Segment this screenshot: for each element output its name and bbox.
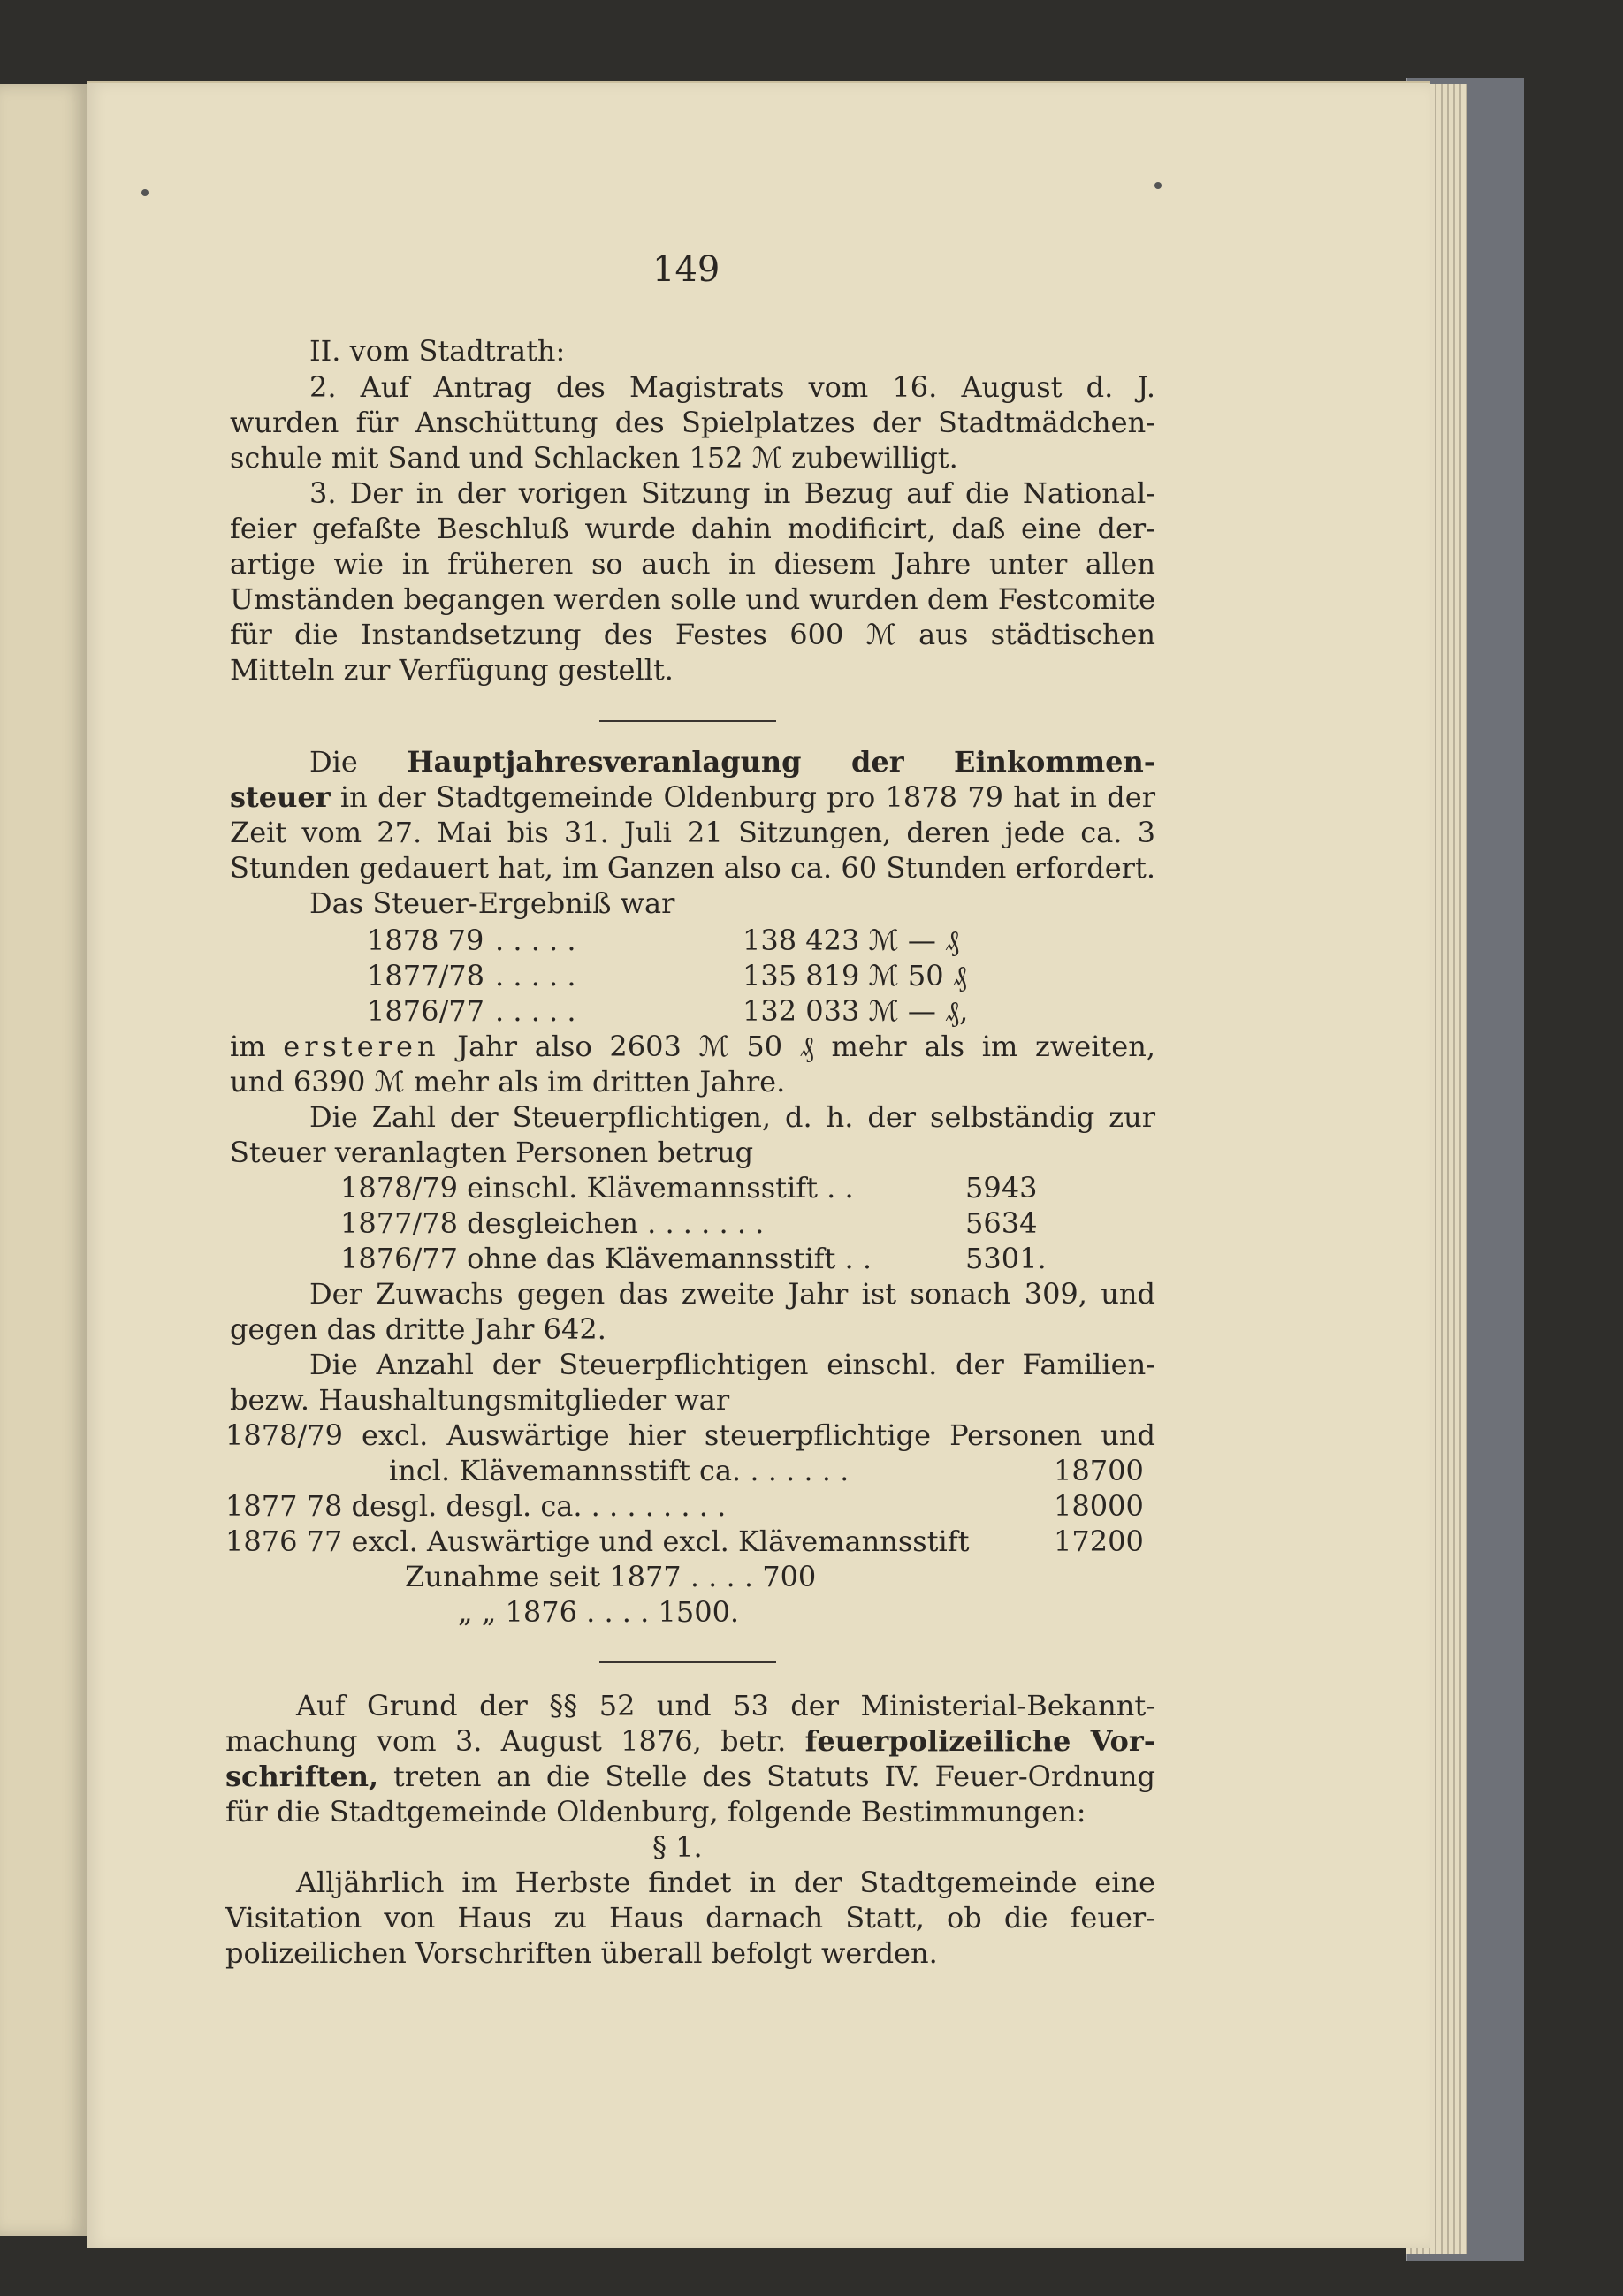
result-year: 1876/77 [367, 994, 484, 1028]
tax-paragraph-line: steuer in der Stadtgemeinde Oldenburg pro 1878 79 hat in der [230, 780, 1155, 814]
persons-label: 1878/79 einschl. Klävemannsstift . . [340, 1171, 854, 1205]
increase-line: Zunahme seit 1877 . . . . 700 [405, 1560, 817, 1593]
members-label: 1876 77 excl. Auswärtige und excl. Klävemannsstift [225, 1524, 970, 1558]
persons-value: 5943 [965, 1171, 1038, 1205]
result-amount: 138 423 ℳ — ₰ [743, 924, 960, 957]
fire-paragraph-line: Alljährlich im Herbste findet in der Stadtgemeinde eine [296, 1866, 1155, 1899]
page-number: 149 [652, 249, 720, 290]
result-year: 1878 79 [367, 924, 484, 957]
members-line: 1878/79 excl. Auswärtige hier steuerpflichtige Personen und [225, 1418, 1155, 1452]
section-heading: II. vom Stadtrath: [309, 334, 566, 368]
left-page-edge [0, 84, 89, 2236]
fire-paragraph-line: polizeilichen Vorschriften überall befolgt werden. [225, 1936, 938, 1970]
persons-value: 5634 [965, 1206, 1038, 1240]
members-value: 17200 [1054, 1524, 1144, 1558]
tax-paragraph-line: Das Steuer-Ergebniß war [309, 886, 675, 920]
section-marker: § 1. [652, 1830, 703, 1864]
paragraph-2-line: 2. Auf Antrag des Magistrats vom 16. August d. J. [309, 370, 1155, 404]
tax-paragraph-line: bezw. Haushaltungsmitglieder war [230, 1383, 730, 1417]
tax-paragraph-line: Die Hauptjahresveranlagung der Einkommen- [309, 745, 1155, 779]
paragraph-3-line: Umständen begangen werden solle und wurden dem Festcomite [230, 582, 1155, 616]
paragraph-3-line: für die Instandsetzung des Festes 600 ℳ aus städtischen [230, 618, 1155, 651]
fire-paragraph-line: machung vom 3. August 1876, betr. feuerpolizeiliche Vor- [225, 1724, 1156, 1758]
tax-paragraph-line: gegen das dritte Jahr 642. [230, 1312, 606, 1346]
result-year: 1877/78 [367, 959, 484, 992]
paragraph-3-line: 3. Der in der vorigen Sitzung in Bezug auf die National- [309, 476, 1155, 510]
fire-paragraph-line: Auf Grund der §§ 52 und 53 der Ministerial-Bekannt- [296, 1689, 1155, 1722]
fire-paragraph-line: schriften, treten an die Stelle des Statuts IV. Feuer-Ordnung [225, 1760, 1155, 1793]
section-divider [599, 1661, 776, 1663]
tax-paragraph-line: Steuer veranlagten Personen betrug [230, 1136, 754, 1169]
paragraph-3-line: feier gefaßte Beschluß wurde dahin modificirt, daß eine der- [230, 512, 1155, 545]
paragraph-2-line: wurden für Anschüttung des Spielplatzes der Stadtmädchen- [230, 406, 1155, 439]
paragraph-3-line: Mitteln zur Verfügung gestellt. [230, 653, 674, 687]
members-value: 18000 [1054, 1489, 1144, 1523]
tax-paragraph-line: Die Anzahl der Steuerpflichtigen einschl. der Familien- [309, 1348, 1155, 1381]
persons-label: 1876/77 ohne das Klävemannsstift . . [340, 1242, 872, 1275]
tax-paragraph-line: Stunden gedauert hat, im Ganzen also ca. 60 Stunden erfordert. [230, 851, 1155, 885]
members-label: 1877 78 desgl. desgl. ca. . . . . . . . . [225, 1489, 727, 1523]
result-amount: 132 033 ℳ — ₰, [743, 994, 969, 1028]
paragraph-2-line: schule mit Sand und Schlacken 152 ℳ zubewilligt. [230, 441, 958, 475]
persons-label: 1877/78 desgleichen . . . . . . . [340, 1206, 765, 1240]
result-dots: . . . . . [495, 924, 576, 957]
fire-paragraph-line: für die Stadtgemeinde Oldenburg, folgende Bestimmungen: [225, 1795, 1086, 1828]
persons-value: 5301. [965, 1242, 1047, 1275]
result-dots: . . . . . [495, 959, 576, 992]
result-dots: . . . . . [495, 994, 576, 1028]
section-divider [599, 720, 776, 722]
speck [1154, 182, 1162, 189]
fire-paragraph-line: Visitation von Haus zu Haus darnach Statt, ob die feuer- [225, 1901, 1155, 1935]
speck [141, 189, 149, 196]
members-label: incl. Klävemannsstift ca. . . . . . . [389, 1454, 850, 1487]
paragraph-3-line: artige wie in früheren so auch in diesem Jahre unter allen [230, 547, 1155, 581]
tax-paragraph-line: Die Zahl der Steuerpflichtigen, d. h. der selbständig zur [309, 1100, 1155, 1134]
result-amount: 135 819 ℳ 50 ₰ [743, 959, 967, 992]
members-value: 18700 [1054, 1454, 1144, 1487]
increase-line: „ „ 1876 . . . . 1500. [458, 1595, 740, 1629]
tax-paragraph-line: Der Zuwachs gegen das zweite Jahr ist sonach 309, und [309, 1277, 1155, 1311]
tax-paragraph-line: im ersteren Jahr also 2603 ℳ 50 ₰ mehr als im zweiten, [230, 1030, 1156, 1063]
tax-paragraph-line: Zeit vom 27. Mai bis 31. Juli 21 Sitzungen, deren jede ca. 3 [230, 816, 1155, 849]
tax-paragraph-line: und 6390 ℳ mehr als im dritten Jahre. [230, 1065, 786, 1099]
